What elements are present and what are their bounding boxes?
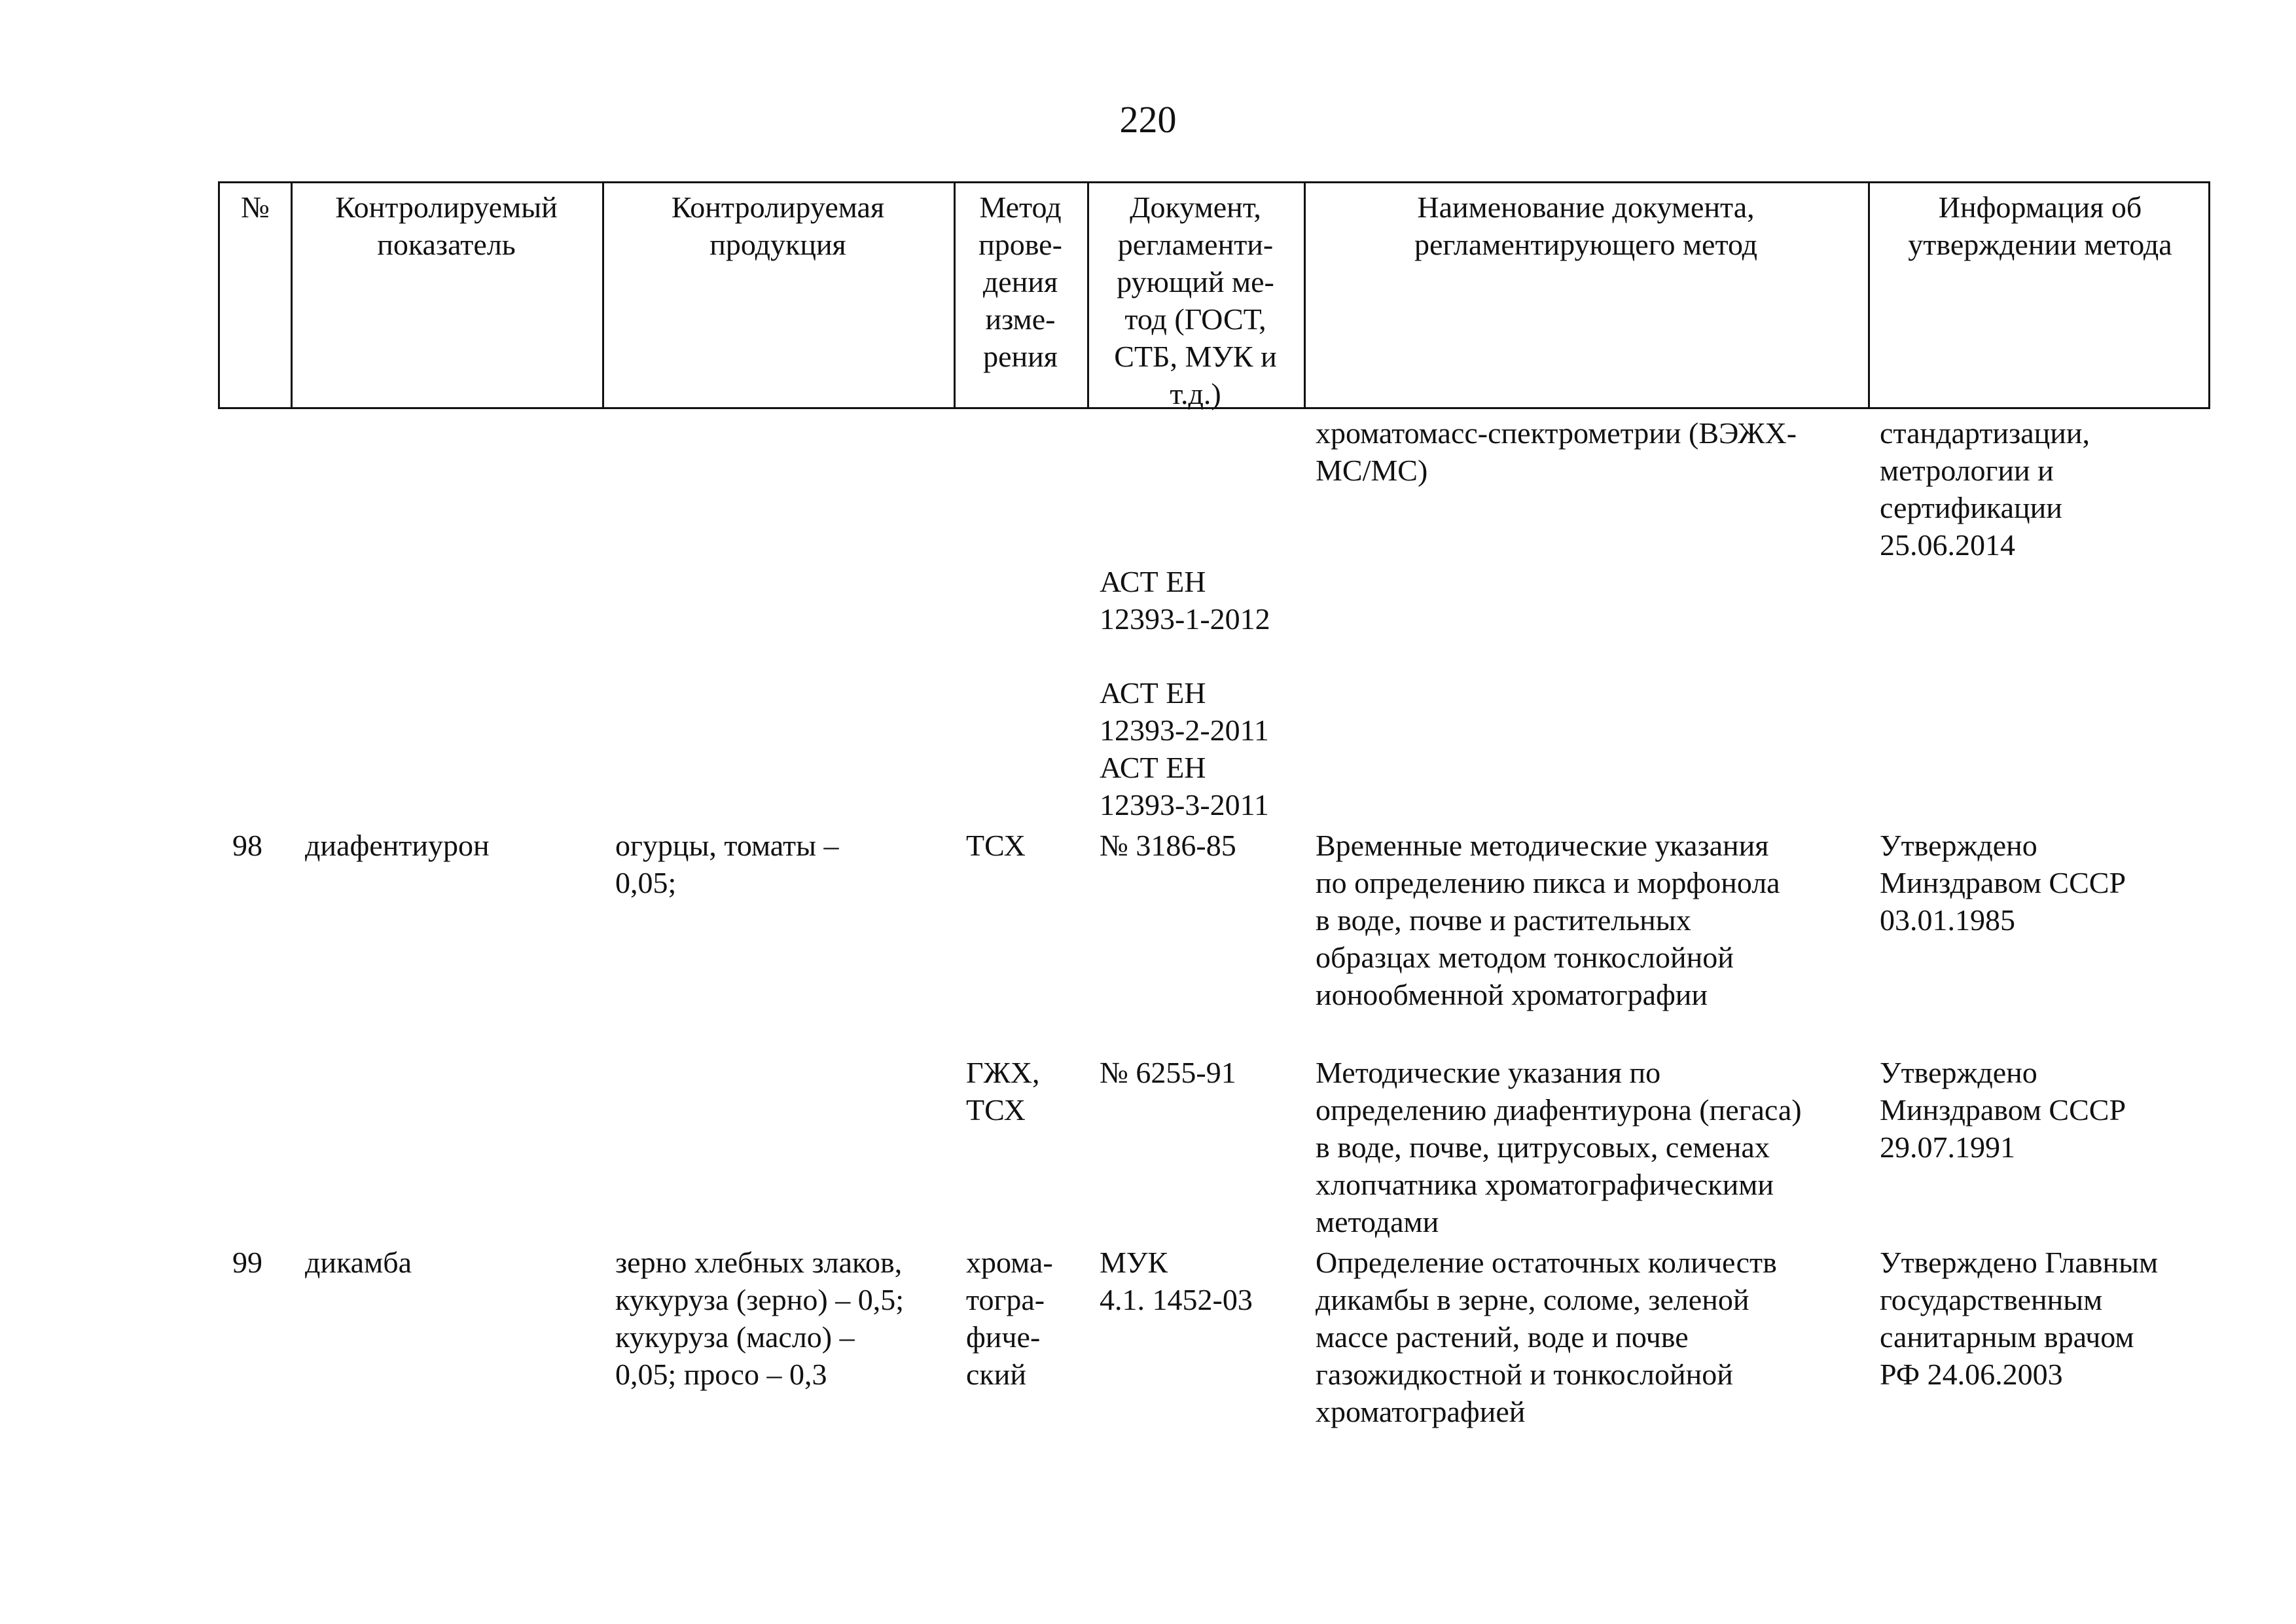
row-indicator: диафентиурон xyxy=(305,829,490,862)
header-document: Документ, регламенти- рующий ме- тод (ГОСТ, СТБ, МУК и т.д.) xyxy=(1114,190,1277,410)
row-document-name: Методические указания по определению диафентиурона (пегаса) в воде, почве, цитрусовых, семенах хлопчатника хроматографическими методами xyxy=(1316,1056,1802,1238)
row-indicator: дикамба xyxy=(305,1246,412,1279)
header-document-name: Наименование документа, регламентирующего метод xyxy=(1414,190,1758,261)
header-method: Метод прове- дения изме- рения xyxy=(978,190,1062,373)
row-product: зерно хлебных злаков, кукуруза (зерно) – 0,5; кукуруза (масло) – 0,05; просо – 0,3 xyxy=(615,1246,904,1391)
page-number: 220 xyxy=(1119,98,1177,141)
row-approval: Утверждено Минздравом СССР 29.07.1991 xyxy=(1880,1056,2126,1164)
row-approval: Утверждено Главным государственным санитарным врачом РФ 24.06.2003 xyxy=(1880,1246,2159,1391)
header-indicator: Контролируемый показатель xyxy=(335,190,558,261)
table-header xyxy=(218,181,2210,409)
row-document: № 3186-85 xyxy=(1100,829,1236,862)
row-number: 99 xyxy=(232,1246,262,1279)
row-method: хрома- тогра- фиче- ский xyxy=(966,1246,1053,1391)
row-document: № 6255-91 xyxy=(1100,1056,1236,1089)
row-product: огурцы, томаты – 0,05; xyxy=(615,829,839,899)
continuation-doc-code: АСТ ЕН 12393-2-2011 АСТ ЕН 12393-3-2011 xyxy=(1100,676,1269,821)
header-approval: Информация об утверждении метода xyxy=(1908,190,2172,261)
header-product: Контролируемая продукция xyxy=(671,190,885,261)
header-number: № xyxy=(241,190,270,224)
row-method: ГЖХ, ТСХ xyxy=(966,1056,1040,1127)
row-document-name: Определение остаточных количеств дикамбы в зерне, соломе, зеленой массе растений, воде и почве газожидкостной и тонкослойной хроматографией xyxy=(1316,1246,1777,1428)
continuation-doc-name: хроматомасс-спектрометрии (ВЭЖХ- МС/МС) xyxy=(1316,416,1797,487)
row-approval: Утверждено Минздравом СССР 03.01.1985 xyxy=(1880,829,2126,937)
continuation-doc-code: АСТ ЕН 12393-1-2012 xyxy=(1100,565,1270,636)
row-document: МУК 4.1. 1452-03 xyxy=(1100,1246,1253,1316)
continuation-approval: стандартизации, метрологии и сертификации 25.06.2014 xyxy=(1880,416,2090,562)
row-method: ТСХ xyxy=(966,829,1026,862)
row-number: 98 xyxy=(232,829,262,862)
row-document-name: Временные методические указания по определению пикса и морфонола в воде, почве и растительных образцах методом тонкослойной ионообменной хроматографии xyxy=(1316,829,1780,1011)
